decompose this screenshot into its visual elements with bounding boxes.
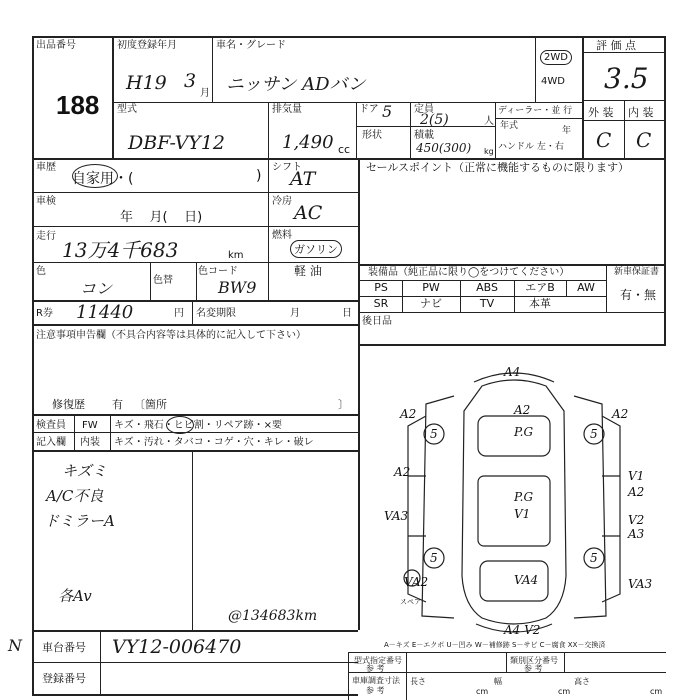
- equipment-abs: ABS: [476, 281, 498, 294]
- year-unit: 年: [562, 126, 572, 136]
- displacement-value: 1,490: [282, 132, 334, 153]
- ac-label: 冷房: [272, 196, 292, 207]
- registration-number-label: 登録番号: [42, 672, 86, 685]
- color-code-value: BW9: [218, 278, 257, 297]
- equipment-navi: ナビ: [420, 297, 442, 310]
- equipment-airbag: エアB: [525, 281, 555, 294]
- drive-2wd-circled: 2WD: [540, 50, 572, 65]
- mileage-label: 走行: [36, 231, 56, 242]
- diagram-mark-left-rear: VA2: [404, 575, 429, 589]
- garage-dimension-label: 車庫調査寸法: [352, 676, 400, 685]
- month-unit: 月: [200, 88, 210, 99]
- shift-label: シフト: [272, 162, 302, 173]
- score-label: 評 価 点: [596, 39, 636, 52]
- diagram-mark-right-door-1: V1: [628, 469, 645, 483]
- exterior-grade: C: [596, 128, 612, 152]
- door-value: 5: [382, 102, 393, 121]
- diagram-tire-rl: 5: [430, 551, 438, 565]
- handwritten-note-1: キズミ: [62, 462, 107, 480]
- new-car-warranty-label: 新車保証書: [614, 267, 660, 277]
- interior-check-label: 内装: [80, 437, 100, 448]
- fw-damage-items: キズ・飛石・ヒビ割・リペア跡・×要: [114, 420, 282, 431]
- lot-number: 188: [56, 90, 100, 120]
- equipment-sr: SR: [373, 297, 389, 310]
- inspection-label: 車検: [36, 196, 56, 207]
- width-label: 幅: [494, 677, 502, 686]
- type-cert-sub: 参 考: [366, 664, 385, 673]
- interior-grade: C: [636, 128, 652, 152]
- name-change-month: 月: [290, 308, 300, 319]
- handwritten-note-2: A/C不良: [46, 487, 104, 505]
- diagram-tire-rr: 5: [590, 551, 598, 565]
- equipment-aw: AW: [577, 281, 595, 294]
- diagram-mark-right-rear-door-2: A3: [628, 527, 645, 541]
- equipment-leather: 本革: [529, 297, 551, 310]
- height-unit: cm: [650, 687, 663, 696]
- capacity-unit: 人: [484, 116, 494, 127]
- first-registration-label: 初度登録年月: [117, 40, 177, 51]
- handwritten-note-4: 各Av: [58, 587, 92, 605]
- garage-dimension-sub: 参 考: [366, 686, 385, 695]
- first-registration-month: 3: [184, 70, 197, 92]
- equipment-tv: TV: [479, 297, 495, 310]
- mileage-unit: km: [228, 250, 244, 261]
- fuel-gasoline-circled: ガソリン: [290, 240, 342, 258]
- recycle-unit: 円: [174, 308, 184, 319]
- score-value: 3.5: [604, 62, 649, 95]
- diagram-mark-roof-dent: V1: [514, 507, 531, 521]
- capacity-value: 2(5): [420, 112, 449, 128]
- history-label: 車歴: [36, 162, 56, 173]
- model-label: 型式: [117, 104, 137, 115]
- handwritten-note-3: ドミラーA: [44, 512, 115, 530]
- fw-label: FW: [82, 420, 98, 431]
- recycle-value: 11440: [76, 302, 134, 323]
- length-label: 長さ: [410, 677, 426, 686]
- load-label: 積載: [414, 130, 434, 141]
- new-car-warranty-value: 有・無: [620, 288, 657, 302]
- load-value: 450(300): [416, 141, 472, 155]
- load-unit: kg: [484, 147, 494, 156]
- classification-label: 類別区分番号: [510, 656, 558, 665]
- history-close-paren: ): [256, 168, 262, 184]
- length-unit: cm: [476, 687, 489, 696]
- diagram-tire-fr: 5: [590, 427, 598, 441]
- inspection-value: 年 月( 日): [120, 210, 203, 225]
- handle-label: ハンドル 左・右: [498, 142, 564, 152]
- notes-label: 注意事項申告欄（不具合内容等は具体的に記入して下さい）: [36, 330, 306, 341]
- diagram-mark-right-rear: VA3: [628, 577, 653, 591]
- chassis-number-label: 車台番号: [42, 641, 86, 654]
- diagram-mark-rear-bumper: A4 V2: [504, 623, 541, 637]
- inspector-label: 検査員: [36, 420, 66, 431]
- interior-label: 内 装: [628, 106, 654, 119]
- first-registration-year: H19: [126, 72, 167, 94]
- repair-parts-close: 〕: [338, 398, 349, 411]
- history-value: 自家用・(: [72, 171, 134, 187]
- width-unit: cm: [558, 687, 571, 696]
- color-label: 色: [36, 266, 46, 277]
- type-cert-label: 型式指定番号: [354, 656, 402, 665]
- model-value: DBF-VY12: [128, 132, 226, 154]
- diagram-mark-left-door: A2: [394, 465, 411, 479]
- equipment-ps: PS: [374, 281, 388, 294]
- equipment-pw: PW: [422, 281, 440, 294]
- exterior-label: 外 装: [588, 106, 614, 119]
- fuel-diesel: 軽 油: [294, 264, 322, 278]
- repair-history-value: 有: [112, 398, 123, 411]
- color-code-label: 色コード: [198, 266, 238, 277]
- diagram-mark-left-rear-door: VA3: [384, 509, 409, 523]
- displacement-unit: cc: [338, 143, 351, 156]
- drive-4wd: 4WD: [541, 76, 565, 87]
- diagram-mark-back-door: VA4: [514, 573, 539, 587]
- later-items-label: 後日品: [362, 316, 392, 327]
- color-change-label: 色替: [153, 275, 173, 286]
- diagram-spare-label: スペア: [400, 598, 421, 606]
- car-damage-diagram: [364, 356, 664, 646]
- door-label: ドア: [359, 104, 379, 115]
- car-name-label: 車名・グレード: [216, 40, 286, 51]
- lot-number-label: 出品番号: [36, 40, 76, 51]
- recycle-label: R券: [36, 308, 53, 319]
- recorder-label: 記入欄: [36, 437, 66, 448]
- name-change-label: 名変期限: [196, 308, 236, 319]
- diagram-mark-windshield: P.G: [514, 425, 534, 439]
- classification-sub: 参 考: [524, 664, 543, 673]
- sales-point-label: セールスポイント（正常に機能するものに限ります）: [366, 161, 630, 174]
- shape-label: 形状: [362, 130, 382, 141]
- diagram-mark-roof: P.G: [514, 490, 534, 504]
- repair-history-label: 修復歴: [52, 398, 85, 411]
- mileage-value: 13万4千683: [62, 238, 179, 262]
- diagram-mark-right-door-2: A2: [628, 485, 645, 499]
- diagram-mark-right-front: A2: [612, 407, 629, 421]
- dealer-label: ディーラー・並 行: [498, 106, 573, 116]
- diagram-mark-right-rear-door-1: V2: [628, 513, 645, 527]
- name-change-day: 日: [342, 308, 352, 319]
- fw-chip-circle-mark: [166, 416, 194, 434]
- margin-mark: N: [8, 636, 22, 655]
- height-label: 高さ: [574, 677, 590, 686]
- color-value: コン: [80, 279, 113, 298]
- equipment-label: 装備品（純正品に限り◯をつけてください）: [368, 267, 570, 278]
- fuel-label: 燃料: [272, 230, 292, 241]
- ac-value: AC: [294, 202, 323, 224]
- diagram-mark-hood: A2: [514, 403, 531, 417]
- car-name-value: ニッサン ADバン: [226, 74, 366, 95]
- damage-legend: A－キズ E－エクボ U－凹み W－補修跡 S－サビ C－腐食 XX－交換済: [384, 641, 606, 649]
- interior-damage-items: キズ・汚れ・タバコ・コゲ・穴・キレ・破レ: [114, 437, 314, 448]
- diagram-tire-fl: 5: [430, 427, 438, 441]
- diagram-mark-front: A4: [504, 365, 521, 379]
- diagram-mark-left-front: A2: [400, 407, 417, 421]
- history-circle-mark: [72, 164, 118, 188]
- displacement-label: 排気量: [272, 104, 302, 115]
- odometer-note: @134683km: [228, 608, 318, 624]
- year-label: 年式: [500, 121, 519, 131]
- capacity-label: 定員: [414, 104, 434, 115]
- chassis-number-value: VY12-006470: [112, 636, 242, 658]
- repair-parts-label: 〔箇所: [134, 398, 167, 411]
- shift-value: AT: [290, 168, 316, 190]
